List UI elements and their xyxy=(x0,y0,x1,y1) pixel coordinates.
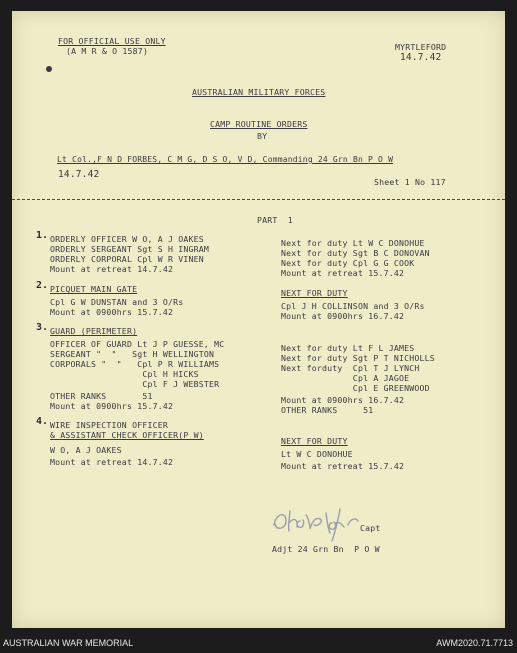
restriction-reference: (A M R & O 1587) xyxy=(66,46,149,56)
section-heading: NEXT FOR DUTY xyxy=(281,288,348,298)
item-number: 1. xyxy=(36,230,49,241)
document-title: CAMP ROUTINE ORDERS xyxy=(210,119,308,129)
text-line: Next for duty Sgt B C DONOVAN xyxy=(281,248,430,258)
divider-line xyxy=(12,199,505,200)
location-label: MYRTLEFORD xyxy=(395,42,447,52)
text-line: Lt W C DONOHUE xyxy=(281,449,353,459)
section-heading: PICQUET MAIN GATE xyxy=(50,284,138,294)
text-line: Mount at retreat 15.7.42 xyxy=(281,268,405,278)
text-line: ORDERLY CORPORAL Cpl W R VINEN xyxy=(50,254,204,264)
text-line: OFFICER OF GUARD Lt J P GUESSE, MC xyxy=(50,339,225,349)
text-line: Mount at 0900hrs 16.7.42 xyxy=(281,395,405,405)
text-line: Mount at retreat 15.7.42 xyxy=(281,461,405,471)
order-date: 14.7.42 xyxy=(58,169,100,180)
text-line: Mount at retreat 14.7.42 xyxy=(50,264,174,274)
section-heading: WIRE INSPECTION OFFICER xyxy=(50,420,168,430)
section-heading-continued: & ASSISTANT CHECK OFFICER(P W) xyxy=(50,430,204,440)
location-date: 14.7.42 xyxy=(400,52,442,63)
text-line: Next for duty Sgt P T NICHOLLS xyxy=(281,353,435,363)
text-line: Next forduty Cpl T J LYNCH xyxy=(281,363,420,373)
signatory-rank: Capt xyxy=(360,523,381,533)
punch-mark xyxy=(46,66,52,72)
signatory-title: Adjt 24 Grn Bn P O W xyxy=(272,544,380,554)
text-line: OTHER RANKS 51 xyxy=(50,391,153,401)
item-number: 3. xyxy=(36,322,49,333)
text-line: Mount at 0900hrs 15.7.42 xyxy=(50,307,174,317)
text-line: Mount at 0900hrs 16.7.42 xyxy=(281,311,405,321)
section-heading: GUARD (PERIMETER) xyxy=(50,326,138,336)
restriction-label: FOR OFFICIAL USE ONLY xyxy=(58,36,166,46)
text-line: Cpl J H COLLINSON and 3 O/Rs xyxy=(281,301,425,311)
text-line: OTHER RANKS 51 xyxy=(281,405,374,415)
archive-reference: AWM2020.71.7713 xyxy=(436,638,513,648)
part-heading: PART 1 xyxy=(257,215,293,225)
text-line: Mount at 0900hrs 15.7.42 xyxy=(50,401,174,411)
text-line: Cpl E GREENWOOD xyxy=(281,383,430,393)
text-line: ORDERLY OFFICER W O, A J OAKES xyxy=(50,234,204,244)
text-line: W O, A J OAKES xyxy=(50,445,122,455)
handwritten-signature xyxy=(270,495,380,545)
sheet-number: Sheet 1 No 117 xyxy=(374,177,446,187)
text-line: Next for duty Lt F L JAMES xyxy=(281,343,415,353)
commander-line: Lt Col.,F N D FORBES, C M G, D S O, V D, Commanding 24 Grn Bn P O W xyxy=(57,155,394,164)
document-page xyxy=(12,11,505,628)
section-heading: NEXT FOR DUTY xyxy=(281,436,348,446)
archive-name: AUSTRALIAN WAR MEMORIAL xyxy=(3,638,134,648)
text-line: Next for duty Cpl G G COOK xyxy=(281,258,415,268)
text-line: Next for duty Lt W C DONOHUE xyxy=(281,238,425,248)
by-label: BY xyxy=(257,131,268,141)
organisation-title: AUSTRALIAN MILITARY FORCES xyxy=(192,87,326,97)
archive-footer xyxy=(0,628,517,653)
text-line: ORDERLY SERGEANT Sgt S H INGRAM xyxy=(50,244,210,254)
text-line: Cpl A JAGOE xyxy=(281,373,410,383)
text-line: Cpl G W DUNSTAN and 3 O/Rs xyxy=(50,297,184,307)
text-line: Cpl F J WEBSTER xyxy=(50,379,220,389)
text-line: SERGEANT " " Sgt H WELLINGTON xyxy=(50,349,215,359)
item-number: 4. xyxy=(36,416,49,427)
text-line: CORPORALS " " Cpl P R WILLIAMS xyxy=(50,359,220,369)
item-number: 2. xyxy=(36,280,49,291)
text-line: Cpl H HICKS xyxy=(50,369,199,379)
text-line: Mount at retreat 14.7.42 xyxy=(50,457,174,467)
